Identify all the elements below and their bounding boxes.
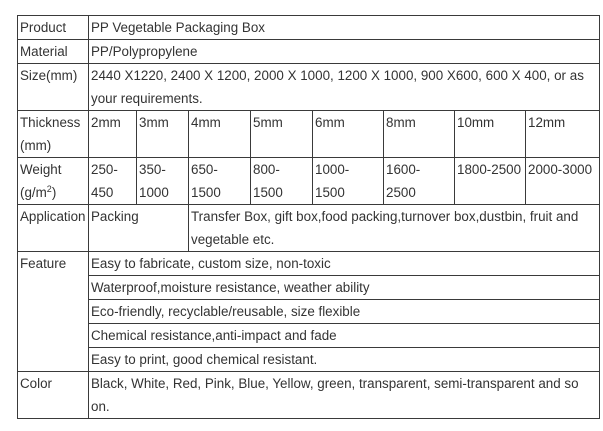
- row-material: [18, 40, 600, 64]
- spec-table: [17, 15, 600, 419]
- feature-item: Waterproof,moisture resistance, weather ability: [89, 276, 600, 300]
- row-thickness: [18, 111, 600, 158]
- weight-cell: [189, 158, 251, 205]
- thickness-label: [18, 111, 89, 158]
- row-feature: [18, 252, 600, 276]
- thickness-cell: 12mm: [526, 111, 600, 158]
- thickness-label-line1: Thickness: [20, 115, 81, 130]
- weight-cell: 2000-3000: [526, 158, 600, 205]
- thickness-cell: 10mm: [455, 111, 526, 158]
- weight-cell: [137, 158, 189, 205]
- color-value: Black, White, Red, Pink, Blue, Yellow, green, transparent, semi-transparent and so on.: [89, 372, 600, 419]
- application-label: Application: [18, 205, 89, 252]
- size-value: 2440 X1220, 2400 X 1200, 2000 X 1000, 1200 X 1000, 900 X600, 600 X 400, or as your requirements.: [89, 64, 600, 111]
- weight-cell-line2: 1500: [253, 185, 283, 200]
- row-weight: [18, 158, 600, 205]
- row-feature: [18, 276, 600, 300]
- weight-cell-line1: 650-: [191, 162, 218, 177]
- weight-cell: [313, 158, 384, 205]
- row-color: [18, 372, 600, 419]
- thickness-cell: 6mm: [313, 111, 384, 158]
- weight-label-suffix: ): [51, 185, 57, 200]
- color-label: Color: [18, 372, 89, 419]
- row-product: [18, 16, 600, 40]
- feature-item: Chemical resistance,anti-impact and fade: [89, 324, 600, 348]
- feature-label: Feature: [18, 252, 89, 372]
- feature-item: Easy to print, good chemical resistant.: [89, 348, 600, 372]
- weight-label: [18, 158, 89, 205]
- size-label: Size(mm): [18, 64, 89, 111]
- material-value: PP/Polypropylene: [89, 40, 600, 64]
- feature-item: Eco-friendly, recyclable/reusable, size flexible: [89, 300, 600, 324]
- weight-cell: [251, 158, 313, 205]
- weight-label-sup: 2: [46, 184, 52, 194]
- weight-cell-line2: 2500: [386, 185, 416, 200]
- weight-label-prefix: (g/m: [20, 185, 47, 200]
- weight-label-line1: Weight: [20, 162, 62, 177]
- weight-cell-line2: 1000: [139, 185, 169, 200]
- weight-cell-line2: 450: [91, 185, 114, 200]
- thickness-cell: 5mm: [251, 111, 313, 158]
- weight-cell-line2: 1500: [315, 185, 345, 200]
- weight-cell-line1: 250-: [91, 162, 118, 177]
- thickness-cell: 4mm: [189, 111, 251, 158]
- weight-cell-line1: 1600-: [386, 162, 421, 177]
- weight-cell-line1: 350-: [139, 162, 166, 177]
- product-label: Product: [18, 16, 89, 40]
- application-details: Transfer Box, gift box,food packing,turnover box,dustbin, fruit and vegetable etc.: [189, 205, 600, 252]
- weight-cell-line2: 1500: [191, 185, 221, 200]
- weight-cell: [89, 158, 137, 205]
- weight-cell: [384, 158, 455, 205]
- feature-item: Easy to fabricate, custom size, non-toxic: [89, 252, 600, 276]
- thickness-cell: 3mm: [137, 111, 189, 158]
- row-size: [18, 64, 600, 111]
- thickness-label-line2: (mm): [20, 138, 52, 153]
- row-feature: [18, 348, 600, 372]
- row-application: [18, 205, 600, 252]
- thickness-cell: 2mm: [89, 111, 137, 158]
- weight-cell: 1800-2500: [455, 158, 526, 205]
- product-value: PP Vegetable Packaging Box: [89, 16, 600, 40]
- weight-cell-line1: 800-: [253, 162, 280, 177]
- material-label: Material: [18, 40, 89, 64]
- application-primary: Packing: [89, 205, 189, 252]
- row-feature: [18, 300, 600, 324]
- row-feature: [18, 324, 600, 348]
- weight-cell-line1: 1000-: [315, 162, 350, 177]
- thickness-cell: 8mm: [384, 111, 455, 158]
